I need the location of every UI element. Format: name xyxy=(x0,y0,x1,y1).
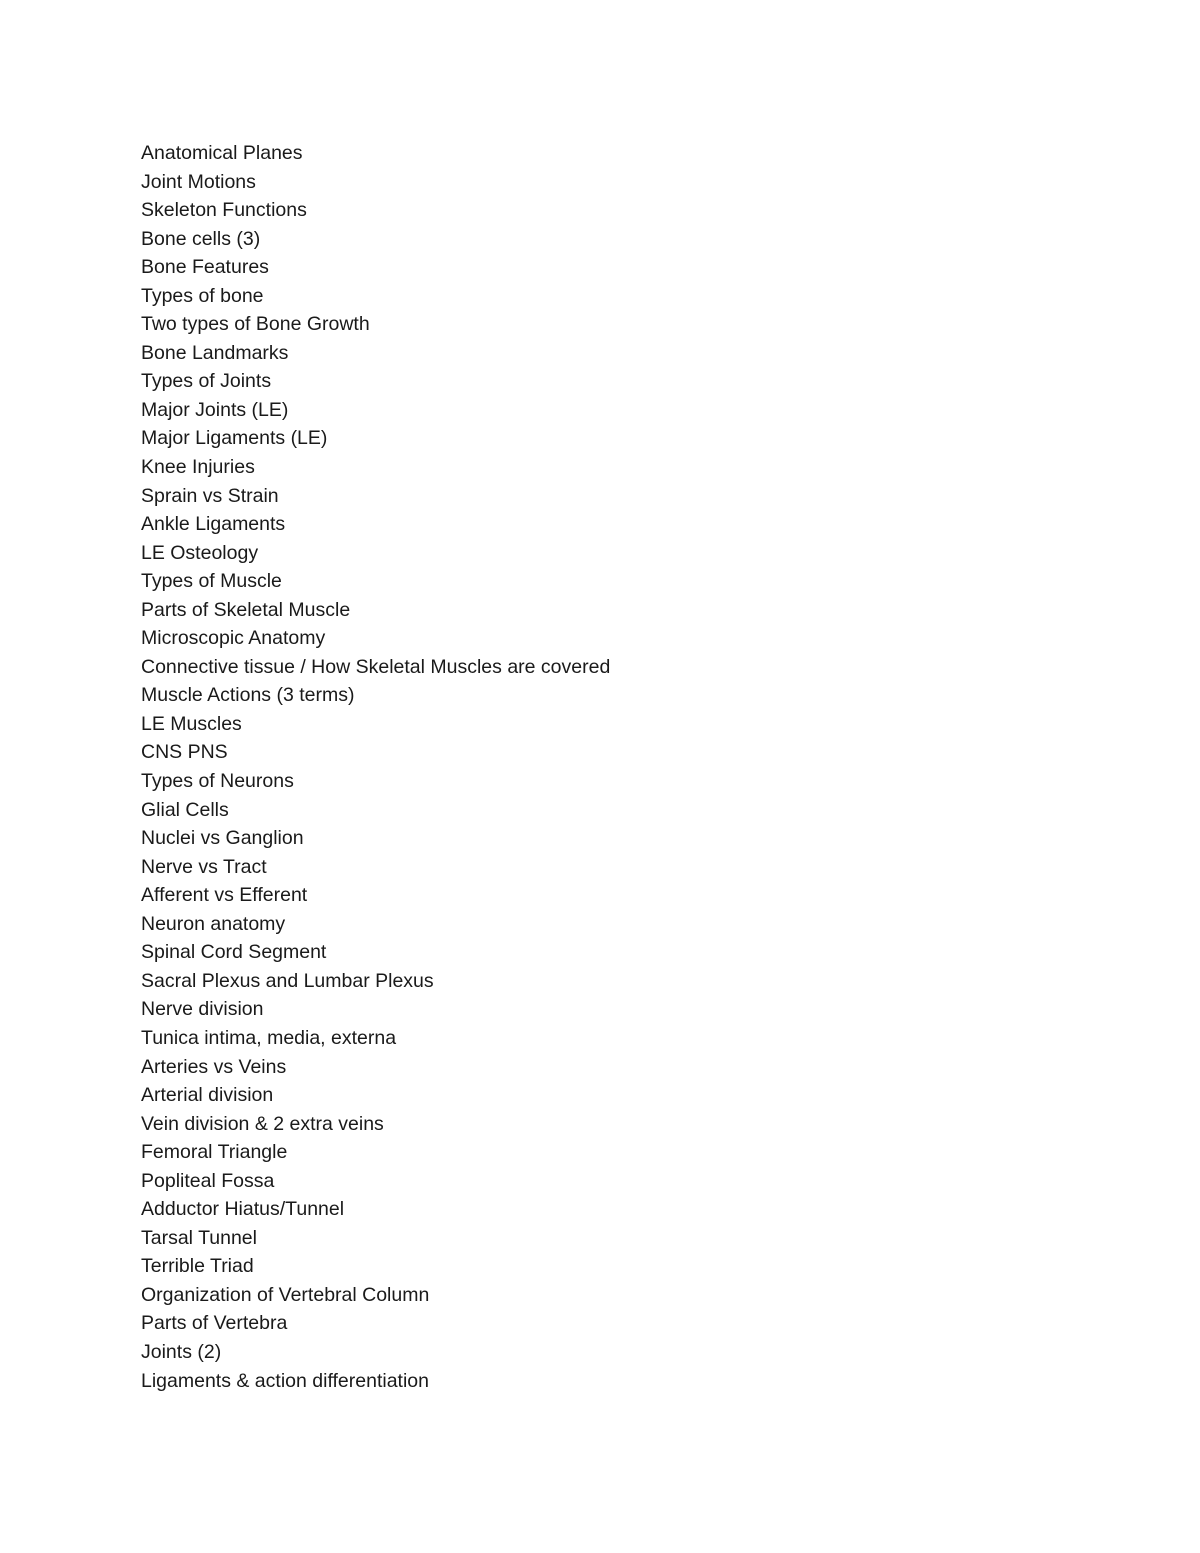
topic-item: Neuron anatomy xyxy=(141,912,286,935)
topic-item: Femoral Triangle xyxy=(141,1141,288,1164)
topic-item: LE Osteology xyxy=(141,541,259,564)
topic-item: LE Muscles xyxy=(141,712,242,735)
topic-item: Major Joints (LE) xyxy=(141,398,289,421)
topic-item: Popliteal Fossa xyxy=(141,1169,275,1192)
topic-item: Bone Landmarks xyxy=(141,341,289,364)
topic-item: Nuclei vs Ganglion xyxy=(141,827,304,850)
topic-item: Types of Neurons xyxy=(141,770,294,793)
topic-item: Joints (2) xyxy=(141,1340,222,1363)
topic-item: Types of Muscle xyxy=(141,570,282,593)
topic-item: Sacral Plexus and Lumbar Plexus xyxy=(141,969,434,992)
topic-item: Types of Joints xyxy=(141,370,272,393)
topic-item: Tarsal Tunnel xyxy=(141,1226,257,1249)
topic-item: Knee Injuries xyxy=(141,456,255,479)
topic-item: Muscle Actions (3 terms) xyxy=(141,684,355,707)
topic-item: Spinal Cord Segment xyxy=(141,941,327,964)
topic-item: Glial Cells xyxy=(141,798,229,821)
topic-item: Afferent vs Efferent xyxy=(141,884,308,907)
topic-item: Microscopic Anatomy xyxy=(141,627,326,650)
topic-item: Nerve division xyxy=(141,998,264,1021)
topic-item: Anatomical Planes xyxy=(141,142,303,164)
topic-item: Major Ligaments (LE) xyxy=(141,427,328,450)
topic-item: Vein division & 2 extra veins xyxy=(141,1112,384,1135)
topic-item: Arteries vs Veins xyxy=(141,1055,287,1078)
topic-item: Bone Features xyxy=(141,256,269,279)
topic-item: Arterial division xyxy=(141,1084,274,1107)
topic-item: Terrible Triad xyxy=(141,1255,254,1278)
topic-item: Bone cells (3) xyxy=(141,227,261,250)
topic-item: Adductor Hiatus/Tunnel xyxy=(141,1198,345,1221)
topic-item: Ankle Ligaments xyxy=(141,513,286,536)
topic-list xyxy=(141,139,610,1395)
topic-item: Tunica intima, media, externa xyxy=(141,1026,397,1049)
topic-item: Skeleton Functions xyxy=(141,199,307,222)
topic-item: Parts of Vertebra xyxy=(141,1312,288,1335)
topic-item: Organization of Vertebral Column xyxy=(141,1283,430,1306)
topic-item: Nerve vs Tract xyxy=(141,855,267,878)
topic-item: Connective tissue / How Skeletal Muscles are covered xyxy=(141,655,611,678)
topic-item: Parts of Skeletal Muscle xyxy=(141,598,351,621)
topic-item: Types of bone xyxy=(141,284,264,307)
topic-item: Ligaments & action differentiation xyxy=(141,1369,429,1392)
topic-item: Joint Motions xyxy=(141,170,256,193)
topic-item: CNS PNS xyxy=(141,741,228,764)
topic-item: Two types of Bone Growth xyxy=(141,313,370,336)
topic-item: Sprain vs Strain xyxy=(141,484,279,507)
